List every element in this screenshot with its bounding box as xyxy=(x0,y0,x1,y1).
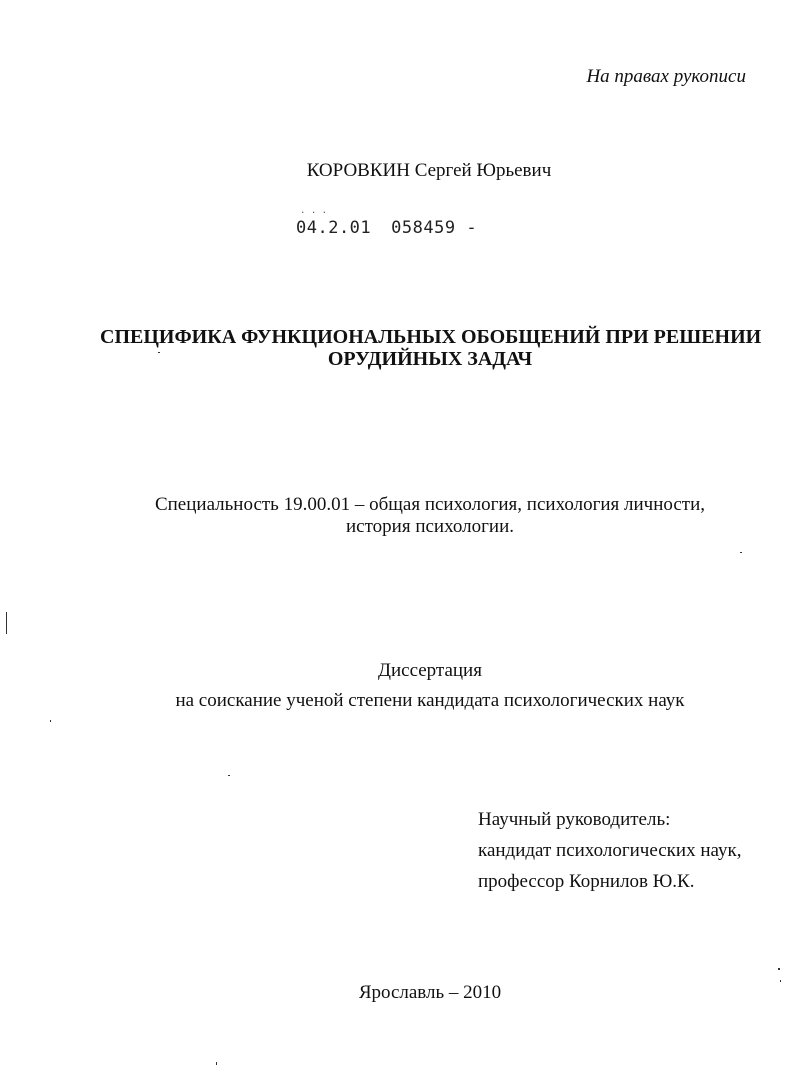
scan-artifact-dot xyxy=(228,775,230,776)
stamp-dash: - xyxy=(466,218,478,238)
scan-artifact-dot xyxy=(778,968,780,970)
scan-artifact-dot xyxy=(740,552,742,553)
city-year: Ярославль – 2010 xyxy=(358,982,502,1003)
supervisor-degree: кандидат психологических наук, xyxy=(478,840,742,861)
degree-line: на соискание ученой степени кандидата психологических наук xyxy=(175,690,685,711)
supervisor-label: Научный руководитель: xyxy=(478,809,671,830)
scan-artifact-dot xyxy=(216,1062,217,1065)
scan-artifact-dot xyxy=(50,720,51,722)
title-line-2: ОРУДИЙНЫХ ЗАДАЧ xyxy=(327,348,533,370)
specialty-line-1: Специальность 19.00.01 – общая психология, психология личности, xyxy=(154,494,706,515)
stamp-code-part2: 058459 xyxy=(391,218,456,238)
supervisor-block xyxy=(478,804,741,897)
stamp-dots: . . . xyxy=(300,206,328,216)
dissertation-title xyxy=(100,326,760,370)
specialty-line-2: история психологии. xyxy=(346,516,514,537)
scan-artifact-dot xyxy=(158,352,160,353)
stamp-code-part1: 04.2.01 xyxy=(296,218,372,238)
author-name: КОРОВКИН Сергей Юрьевич xyxy=(306,160,552,181)
title-line-1: СПЕЦИФИКА ФУНКЦИОНАЛЬНЫХ ОБОБЩЕНИЙ ПРИ РЕШЕНИИ xyxy=(100,326,762,348)
rights-note: На правах рукописи xyxy=(586,66,746,87)
supervisor-name: профессор Корнилов Ю.К. xyxy=(478,871,695,892)
dissertation-label: Диссертация xyxy=(378,660,482,681)
scan-artifact-line xyxy=(6,612,7,634)
specialty-block xyxy=(120,494,740,538)
scan-artifact-dot xyxy=(780,980,781,982)
library-stamp xyxy=(296,218,477,238)
